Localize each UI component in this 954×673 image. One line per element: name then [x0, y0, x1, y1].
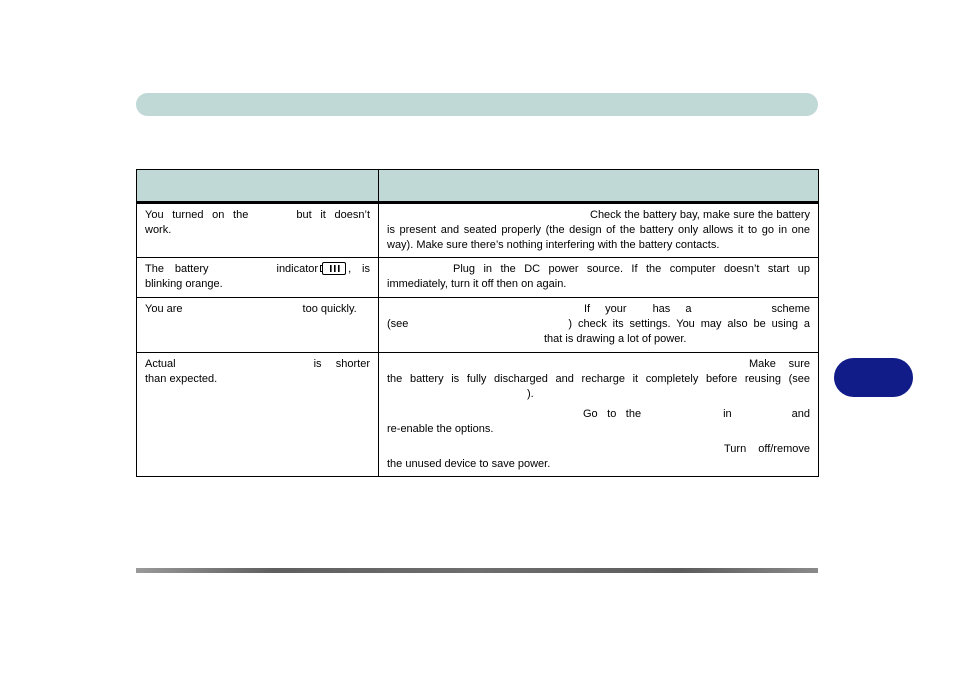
battery-icon [320, 262, 346, 275]
footer-rule [136, 568, 818, 573]
solution-text: Make sure the battery is fully discharged and recharge it completely before reusing (see). [387, 358, 810, 400]
solution-text: Turn off/remove the unused device to save power. [387, 443, 810, 470]
solution-text: If your has a scheme (see ) check its settings. You may also be using athat is drawing a lot of power. [387, 303, 810, 345]
troubleshooting-table [136, 169, 819, 477]
table-row [137, 353, 819, 477]
table-header-row [137, 170, 819, 203]
problem-cell: Actual is shorter than expected. [137, 353, 379, 477]
solution-cell [379, 258, 819, 298]
problem-cell: You turned on the but it doesn’t work. [137, 203, 379, 258]
table-row [137, 298, 819, 353]
solution-text: Check the battery bay, make sure the battery is present and seated properly (the design of the battery only allows it to go in one way). Make sure there’s nothing interfering with the battery contacts. [387, 209, 810, 251]
table-row [137, 203, 819, 258]
chapter-tab [834, 358, 913, 397]
solution-column-header [379, 170, 819, 203]
solution-cell [379, 298, 819, 353]
problem-cell: You are too quickly. [137, 298, 379, 353]
solution-cell [379, 353, 819, 477]
solution-text: Plug in the DC power source. If the computer doesn’t start up immediately, turn it off then on again. [387, 263, 810, 290]
table-row [137, 258, 819, 298]
problem-column-header [137, 170, 379, 203]
solution-text: Go to the in and re-enable the options. [387, 408, 810, 435]
problem-cell: The battery indicator , is blinking orange. [137, 258, 379, 298]
page-header-bar [136, 93, 818, 116]
solution-cell [379, 203, 819, 258]
